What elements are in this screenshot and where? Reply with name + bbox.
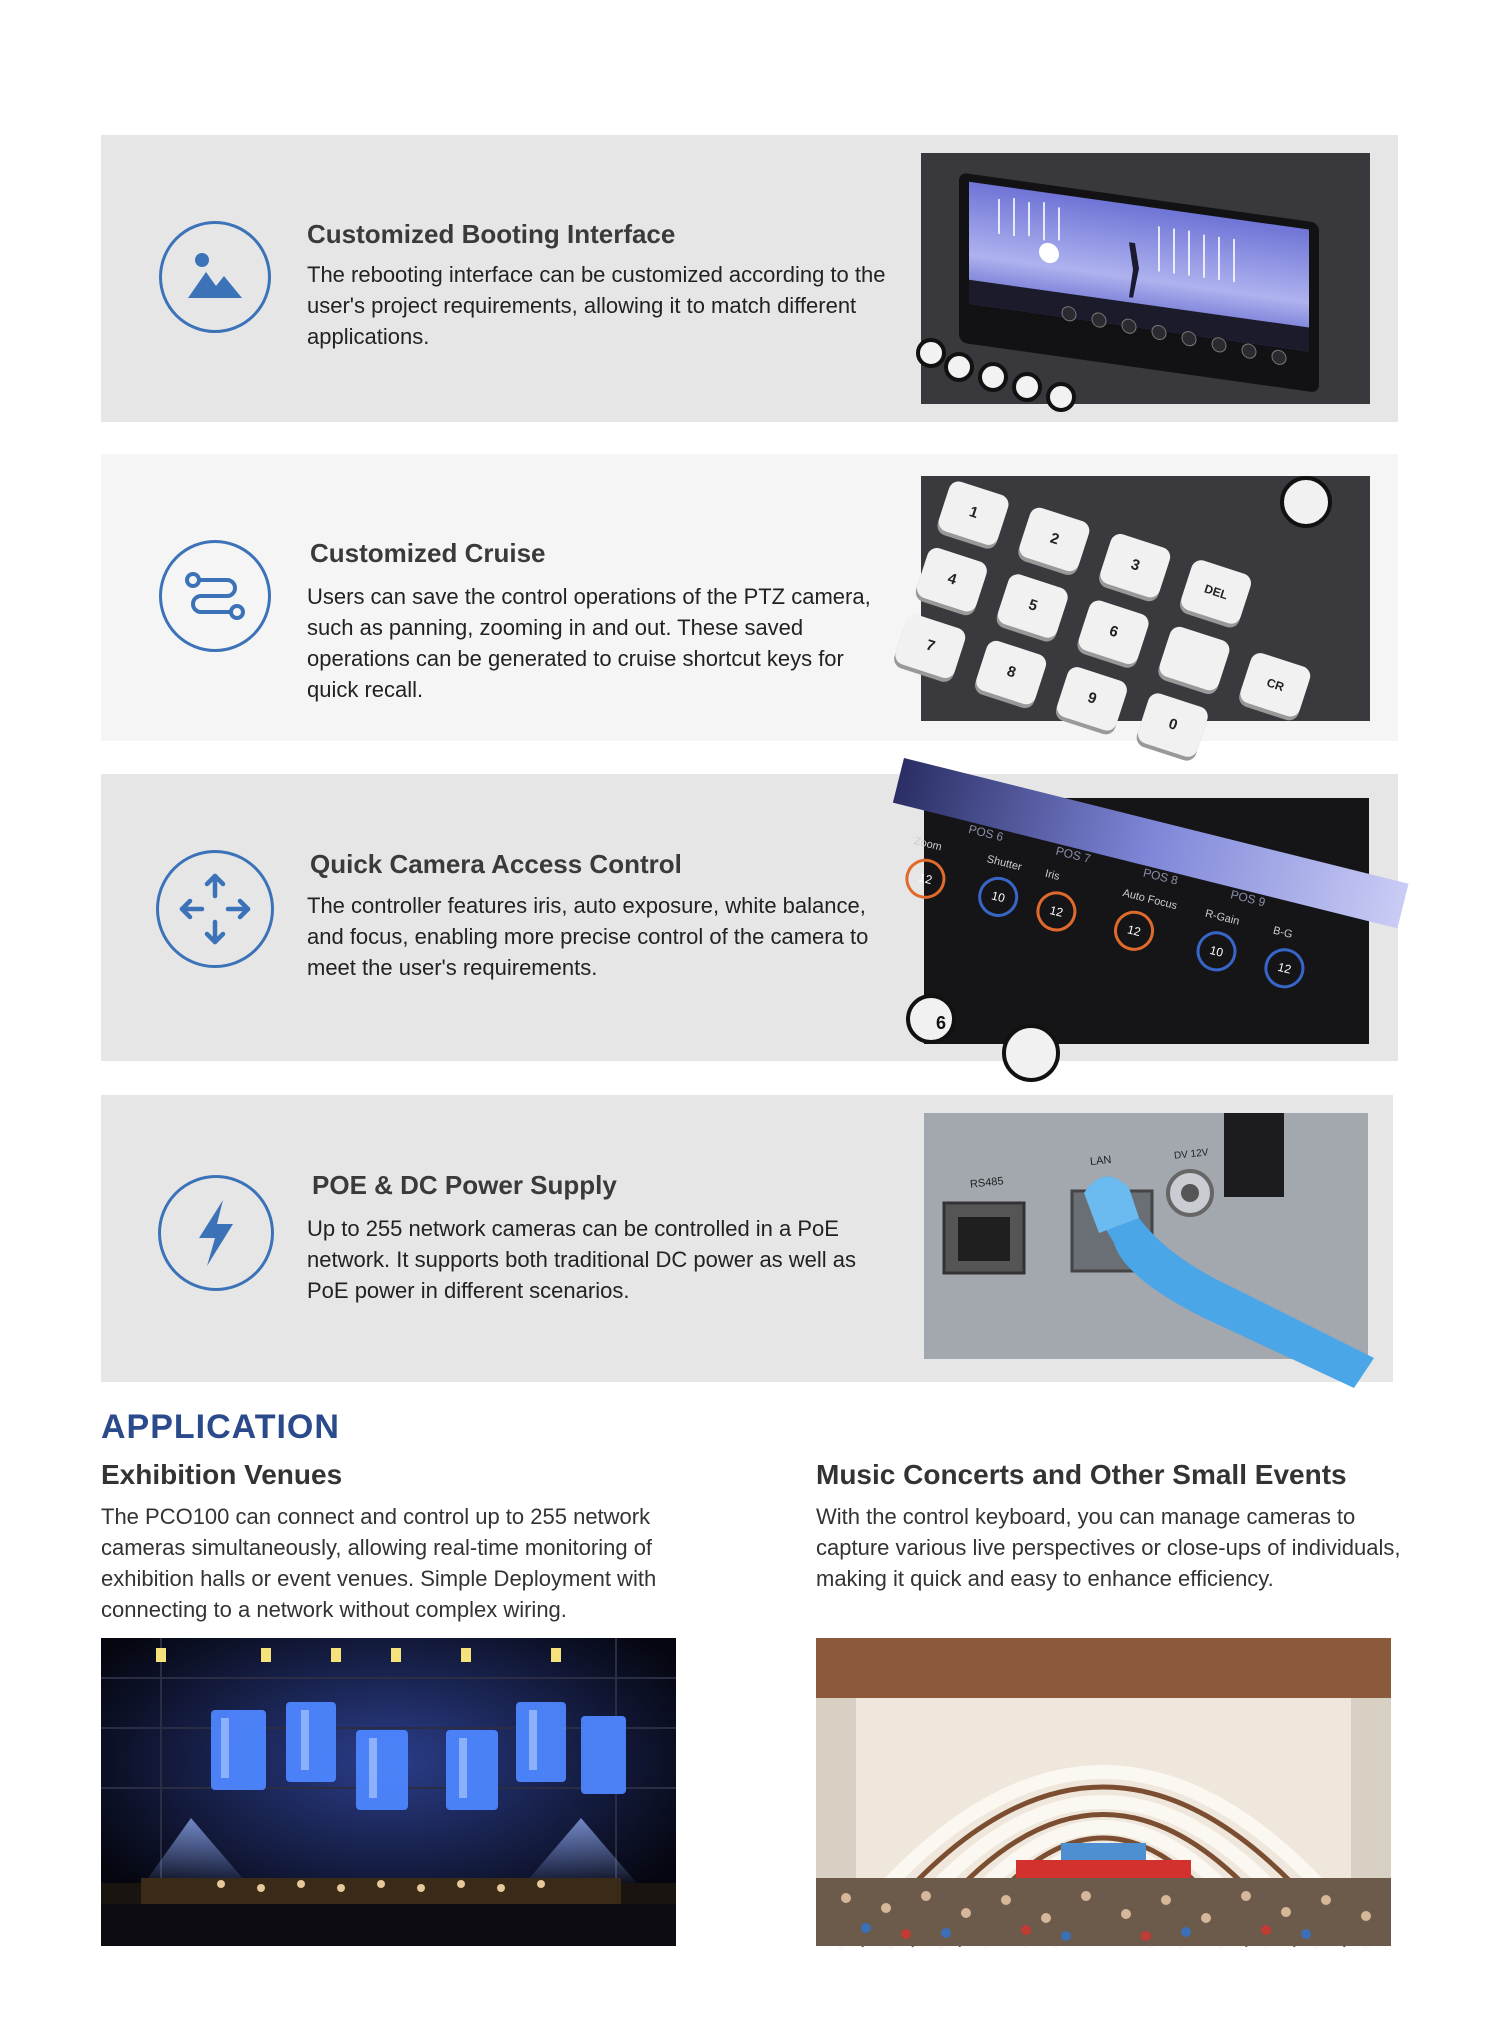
knob-b-gain: 12 [1260, 944, 1308, 992]
app-desc-right: With the control keyboard, you can manage cameras to capture various live perspectives or close-ups of individuals, making it quick and easy to enhance efficiency. [816, 1504, 1401, 1591]
key-3: 3 [1098, 531, 1173, 600]
round-key [1280, 476, 1332, 528]
knob-r-gain: 10 [1192, 927, 1240, 975]
tab-pos-7: POS 7 [1054, 843, 1093, 866]
knob-shutter: 10 [974, 873, 1022, 921]
knob-auto-focus: 12 [1110, 907, 1158, 955]
app-desc-left: The PCO100 can connect and control up to 255 network cameras simultaneously, allowing real-time monitoring of exhibition halls or event venues. Simple Deployment with connecting to a network without complex wiring. [101, 1504, 657, 1622]
key-blank [1157, 624, 1232, 693]
key-5: 5 [995, 572, 1070, 641]
feature-description: The controller features iris, auto exposure, white balance, and focus, enabling more precise control of the camera to meet the user's requirements. [307, 893, 869, 980]
tab-pos-9: POS 9 [1229, 887, 1267, 910]
route-icon [159, 540, 271, 652]
knob-zoom: 12 [901, 855, 949, 903]
key-2: 2 [1017, 505, 1092, 574]
feature-description: The rebooting interface can be customized according to the user's project requirements, allowing it to match different applications. [307, 262, 886, 349]
move-arrows-icon [156, 850, 274, 968]
port-label-rs485: RS485 [969, 1175, 1005, 1191]
feature-quick-camera-access [101, 774, 1398, 1061]
key-4: 4 [914, 545, 989, 614]
knob-label: Iris [1043, 867, 1061, 883]
feature-description: Users can save the control operations of the PTZ camera, such as panning, zooming in and out. These saved operations can be generated to cruise shortcut keys for quick recall. [307, 584, 871, 702]
feature-poe-dc-power [101, 1095, 1393, 1382]
key-1: 1 [936, 479, 1011, 548]
image-icon [159, 221, 271, 333]
knob-label: Zoom [912, 835, 943, 854]
key-6: 6 [1076, 598, 1151, 667]
knob-label: Auto Focus [1121, 887, 1179, 913]
feature-title: Quick Camera Access Control [310, 849, 682, 879]
feature-booting-interface [101, 135, 1398, 422]
control-screen-photo [912, 798, 1369, 1044]
feature-title: Customized Booting Interface [307, 219, 676, 249]
section-heading: APPLICATION [101, 1408, 340, 1446]
key-9: 9 [1054, 665, 1129, 734]
key-8: 8 [974, 638, 1049, 707]
key-7: 7 [893, 612, 968, 681]
feature-title: POE & DC Power Supply [312, 1170, 617, 1200]
knob-label: R-Gain [1203, 907, 1241, 928]
tab-pos-8: POS 8 [1141, 865, 1180, 888]
round-key [1002, 1024, 1060, 1082]
knob-iris: 12 [1032, 887, 1080, 935]
key-cr: CR [1238, 650, 1313, 719]
round-key: 6 [906, 994, 956, 1044]
feature-description: Up to 255 network cameras can be controlled in a PoE network. It supports both traditional DC power as well as PoE power in different scenarios. [307, 1216, 857, 1303]
key-del: DEL [1179, 558, 1254, 627]
feature-customized-cruise [101, 454, 1398, 741]
app-title-left: Exhibition Venues [101, 1459, 343, 1490]
port-label-lan: LAN [1089, 1153, 1112, 1169]
app-title-right: Music Concerts and Other Small Events [816, 1459, 1347, 1490]
knob-label: B-G [1271, 924, 1294, 942]
knob-label: Shutter [985, 853, 1023, 874]
power-ports-photo [924, 1113, 1368, 1359]
key-0: 0 [1135, 691, 1210, 760]
booting-screen-photo [921, 153, 1370, 404]
port-label-dc: DV 12V [1173, 1147, 1209, 1162]
feature-title: Customized Cruise [310, 538, 546, 568]
lightning-icon [158, 1175, 274, 1291]
tab-pos-6: POS 6 [967, 821, 1005, 845]
concert-stage-photo [101, 1638, 676, 1946]
keypad-photo [921, 476, 1370, 735]
exhibition-hall-photo [816, 1638, 1391, 1946]
